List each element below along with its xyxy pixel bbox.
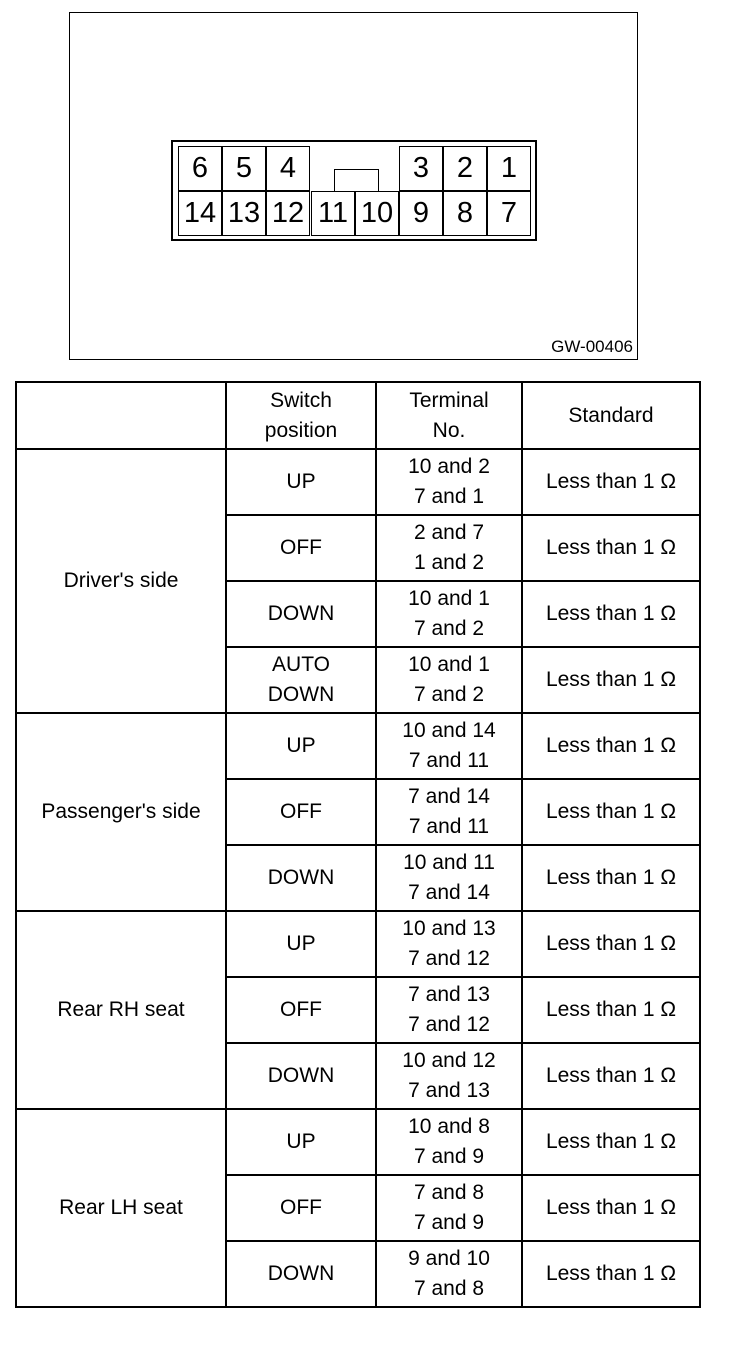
terminal-pair: 10 and 13 [402, 917, 496, 940]
terminal-cell: 1 [487, 146, 531, 191]
terminal-no [376, 1043, 522, 1109]
standard-value: Less than 1 Ω [522, 713, 700, 779]
switch-position: UP [226, 911, 376, 977]
terminal-pair: 7 and 8 [413, 1277, 485, 1300]
terminal-cell: 5 [222, 146, 266, 191]
switch-position: DOWN [226, 1241, 376, 1307]
terminal-no [376, 779, 522, 845]
terminal-pair: 10 and 11 [403, 851, 495, 874]
terminal-pair: 7 and 14 [408, 785, 490, 808]
group-label: Rear LH seat [16, 1109, 226, 1307]
terminal-pair: 7 and 14 [408, 881, 490, 904]
connector [171, 140, 537, 241]
terminal-no [376, 581, 522, 647]
terminal-no [376, 1241, 522, 1307]
table-row [16, 713, 700, 779]
standard-value: Less than 1 Ω [522, 779, 700, 845]
table-row [16, 911, 700, 977]
header-cell: Standard [522, 382, 700, 449]
standard-value: Less than 1 Ω [522, 977, 700, 1043]
standard-value: Less than 1 Ω [522, 647, 700, 713]
connector-key [334, 169, 379, 191]
terminal-cell: 4 [266, 146, 310, 191]
terminal-no [376, 1109, 522, 1175]
terminal-pair: 7 and 11 [408, 749, 490, 772]
terminal-cell: 14 [178, 191, 222, 236]
terminal-cell: 12 [266, 191, 310, 236]
terminal-pair: 7 and 13 [408, 1079, 490, 1102]
terminal-pair: 1 and 2 [413, 551, 485, 574]
terminal-cell: 8 [443, 191, 487, 236]
terminal-cell: 7 [487, 191, 531, 236]
switch-position: UP [226, 1109, 376, 1175]
terminal-pair: 7 and 1 [413, 485, 485, 508]
standard-value: Less than 1 Ω [522, 515, 700, 581]
terminal-cell: 3 [399, 146, 443, 191]
switch-position: OFF [226, 779, 376, 845]
group-label: Driver's side [16, 449, 226, 713]
continuity-table [15, 381, 701, 1308]
switch-position: AUTO DOWN [226, 647, 376, 713]
terminal-no [376, 977, 522, 1043]
standard-value: Less than 1 Ω [522, 1043, 700, 1109]
terminal-no [376, 845, 522, 911]
terminal-cell: 9 [399, 191, 443, 236]
connector-diagram [69, 12, 638, 360]
switch-position: OFF [226, 515, 376, 581]
terminal-pair: 7 and 2 [413, 617, 485, 640]
standard-value: Less than 1 Ω [522, 581, 700, 647]
terminal-pair: 7 and 12 [408, 947, 490, 970]
header-cell: Switch position [226, 382, 376, 449]
terminal-cell: 11 [311, 191, 355, 236]
terminal-cell: 13 [222, 191, 266, 236]
terminal-pair: 10 and 12 [402, 1049, 496, 1072]
switch-position: OFF [226, 977, 376, 1043]
standard-value: Less than 1 Ω [522, 845, 700, 911]
switch-position: UP [226, 449, 376, 515]
terminal-no [376, 647, 522, 713]
terminal-no [376, 911, 522, 977]
standard-value: Less than 1 Ω [522, 449, 700, 515]
terminal-pair: 10 and 2 [408, 455, 490, 478]
standard-value: Less than 1 Ω [522, 1175, 700, 1241]
terminal-pair: 7 and 9 [413, 1211, 485, 1234]
switch-position: UP [226, 713, 376, 779]
terminal-pair: 7 and 12 [408, 1013, 490, 1036]
terminal-cell: 2 [443, 146, 487, 191]
switch-position: OFF [226, 1175, 376, 1241]
terminal-pair: 10 and 1 [408, 587, 490, 610]
standard-value: Less than 1 Ω [522, 1109, 700, 1175]
terminal-cell: 6 [178, 146, 222, 191]
terminal-pair: 10 and 14 [402, 719, 496, 742]
terminal-pair: 2 and 7 [413, 521, 485, 544]
terminal-pair: 7 and 13 [408, 983, 490, 1006]
terminal-no [376, 449, 522, 515]
terminal-pair: 7 and 8 [413, 1181, 485, 1204]
switch-position: DOWN [226, 1043, 376, 1109]
terminal-no [376, 515, 522, 581]
table-row [16, 449, 700, 515]
terminal-pair: 7 and 11 [408, 815, 490, 838]
group-label: Passenger's side [16, 713, 226, 911]
header-cell [16, 382, 226, 449]
standard-value: Less than 1 Ω [522, 911, 700, 977]
terminal-pair: 7 and 9 [413, 1145, 485, 1168]
terminal-no [376, 1175, 522, 1241]
table-row [16, 1109, 700, 1175]
figure-code: GW-00406 [551, 337, 633, 356]
header-cell: Terminal No. [376, 382, 522, 449]
terminal-pair: 9 and 10 [408, 1247, 490, 1270]
terminal-cell: 10 [355, 191, 399, 236]
standard-value: Less than 1 Ω [522, 1241, 700, 1307]
switch-position: DOWN [226, 581, 376, 647]
switch-position: DOWN [226, 845, 376, 911]
terminal-pair: 7 and 2 [413, 683, 485, 706]
terminal-no [376, 713, 522, 779]
terminal-pair: 10 and 1 [408, 653, 490, 676]
terminal-pair: 10 and 8 [408, 1115, 490, 1138]
group-label: Rear RH seat [16, 911, 226, 1109]
